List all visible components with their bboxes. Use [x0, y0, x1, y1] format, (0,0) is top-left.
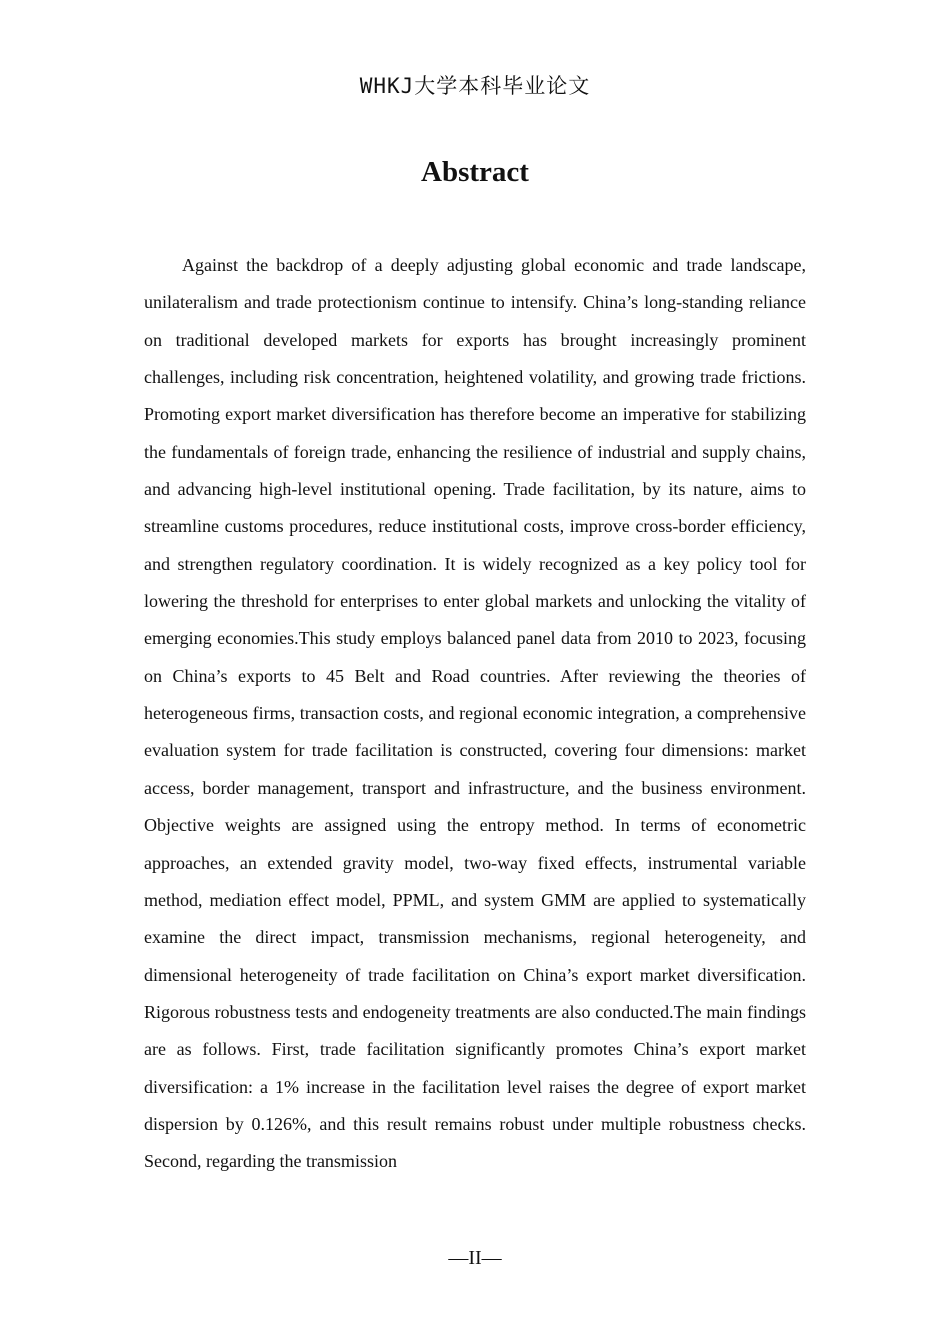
- section-title: Abstract: [421, 156, 529, 188]
- abstract-paragraph: Against the backdrop of a deeply adjusting global economic and trade landscape, unilateralism and trade protectionism continue to intensify. China’s long-standing reliance on traditional developed markets for exports has brought increasingly prominent challenges, including risk concentration, heightened volatility, and growing trade frictions. Promoting export market diversification has therefore become an imperative for stabilizing the fundamentals of foreign trade, enhancing the resilience of industrial and supply chains, and advancing high-level institutional opening. Trade facilitation, by its nature, aims to streamline customs procedures, reduce institutional costs, improve cross-border efficiency, and strengthen regulatory coordination. It is widely recognized as a key policy tool for lowering the threshold for enterprises to enter global markets and unlocking the vitality of emerging economies.This study employs balanced panel data from 2010 to 2023, focusing on China’s exports to 45 Belt and Road countries. After reviewing the theories of heterogeneous firms, transaction costs, and regional economic integration, a comprehensive evaluation system for trade facilitation is constructed, covering four dimensions: market access, border management, transport and infrastructure, and the business environment. Objective weights are assigned using the entropy method. In terms of econometric approaches, an extended gravity model, two-way fixed effects, instrumental variable method, mediation effect model, PPML, and system GMM are applied to systematically examine the direct impact, transmission mechanisms, regional heterogeneity, and dimensional heterogeneity of trade facilitation on China’s export market diversification. Rigorous robustness tests and endogeneity treatments are also conducted.The main findings are as follows. First, trade facilitation significantly promotes China’s export market diversification: a 1% increase in the facilitation level raises the degree of export market dispersion by 0.126%, and this result remains robust under multiple robustness checks. Second, regarding the transmission: [144, 255, 806, 1172]
- running-header: WHKJ大学本科毕业论文: [359, 74, 591, 98]
- page-number: —II—: [448, 1247, 502, 1269]
